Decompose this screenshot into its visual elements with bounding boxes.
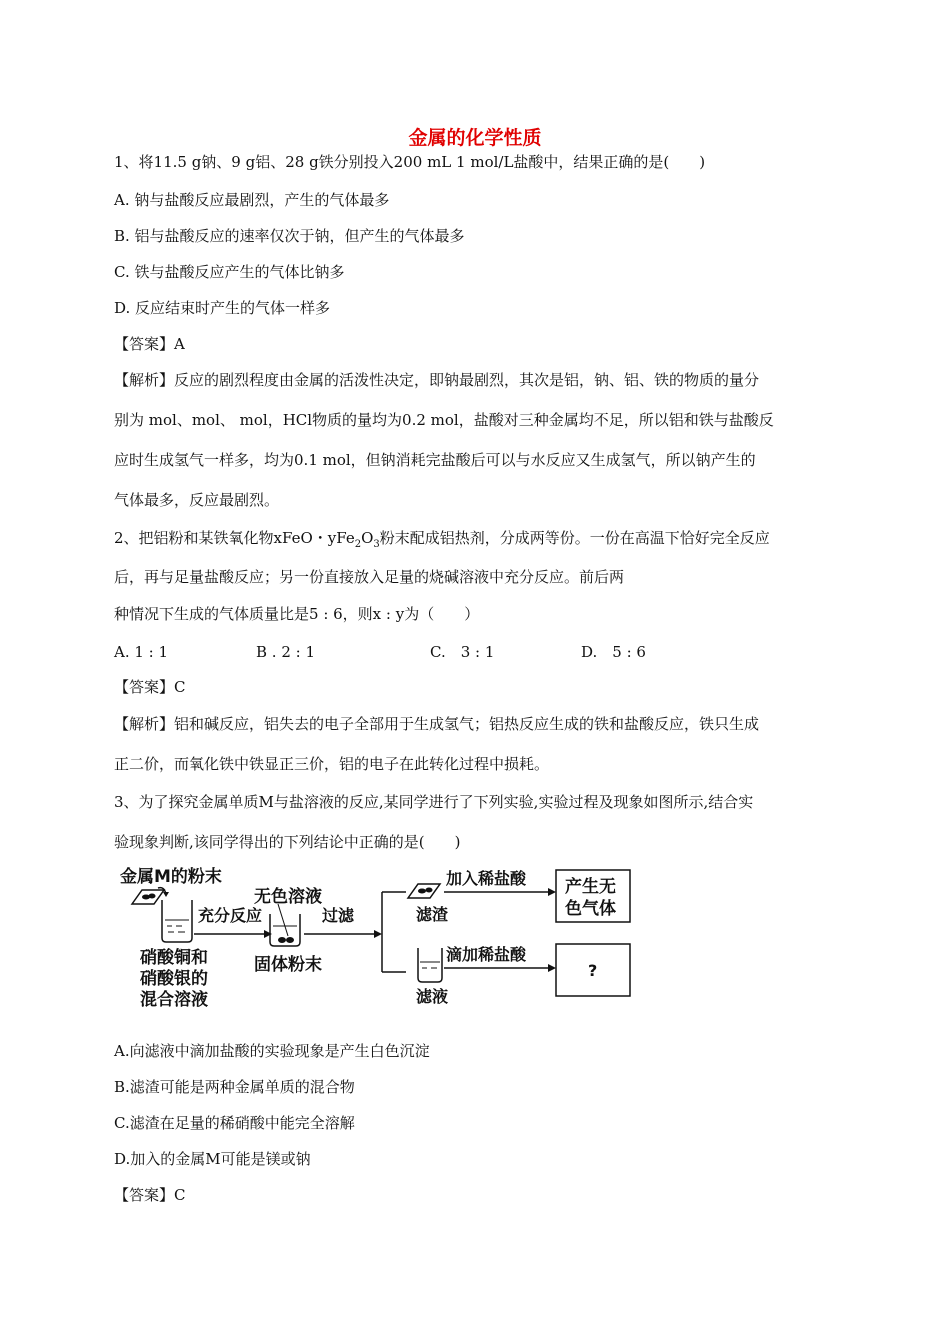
solution-label: 混合溶液 (140, 990, 208, 1010)
q1-option-c: C. 铁与盐酸反应产生的气体比钠多 (114, 263, 345, 281)
q1-option-a: A. 钠与盐酸反应最剧烈，产生的气体最多 (114, 191, 390, 209)
q1-stem: 1、将11.5 g钠、9 g铝、28 g铁分别投入200 mL 1 mol/L盐酸中，结果正确的是( ) (114, 153, 706, 171)
solution-label: 硝酸银的 (140, 969, 208, 989)
q2-stem-line1 (114, 528, 770, 555)
q2-option-b: B . 2 : 1 (256, 643, 316, 661)
powder-dish-icon (132, 888, 169, 904)
q2-stem-line2: 后，再与足量盐酸反应；另一份直接放入足量的烧碱溶液中充分反应。前后两 (114, 568, 625, 586)
q1-analysis-line: 【解析】反应的剧烈程度由金属的活泼性决定，即钠最剧烈，其次是铝，钠、铝、铁的物质的量分 (114, 371, 760, 389)
filtration-label: 过滤 (322, 906, 355, 925)
q2-analysis-line: 【解析】铝和碱反应，铝失去的电子全部用于生成氢气；铝热反应生成的铁和盐酸反应，铁只生成 (114, 715, 760, 733)
q1-analysis-line: 别为 mol、mol、 mol，HCl物质的量均为0.2 mol，盐酸对三种金属均不足，所以铝和铁与盐酸反 (114, 411, 774, 429)
q2-answer: 【答案】C (114, 678, 186, 696)
q2-stem-line3: 种情况下生成的气体质量比是5 : 6，则x : y为（ ） (114, 605, 480, 623)
formula-subscript: 2 (354, 539, 362, 550)
arrow-head (374, 930, 382, 938)
q2-option-c: C. 3 : 1 (430, 643, 495, 661)
q3-option-d: D.加入的金属M可能是镁或钠 (114, 1150, 311, 1168)
colorless-solution-label: 无色溶液 (254, 887, 322, 907)
q3-answer: 【答案】C (114, 1186, 186, 1204)
q2-stem-text: 粉末配成铝热剂，分成两等份。一份在高温下恰好完全反应 (379, 529, 770, 547)
q2-option-a: A. 1 : 1 (114, 643, 169, 661)
q1-option-d: D. 反应结束时产生的气体一样多 (114, 299, 331, 317)
q2-option-d: D. 5 : 6 (581, 643, 646, 661)
add-acid-label: 加入稀盐酸 (446, 869, 527, 888)
arrow-head (548, 888, 556, 896)
formula-subscript: 3 (373, 539, 380, 550)
beaker-icon (162, 900, 192, 942)
beaker-icon (270, 904, 300, 946)
step-react-label: 充分反应 (198, 906, 263, 925)
beaker-icon (418, 948, 442, 982)
metal-powder-label: 金属M的粉末 (120, 867, 222, 887)
q3-stem-line: 验现象判断,该同学得出的下列结论中正确的是( ) (114, 833, 461, 851)
drop-acid-label: 滴加稀盐酸 (446, 945, 527, 964)
q3-stem-line: 3、为了探究金属单质M与盐溶液的反应,某同学进行了下列实验,实验过程及现象如图所示,结合实 (114, 793, 754, 811)
q1-option-b: B. 铝与盐酸反应的速率仅次于钠，但产生的气体最多 (114, 227, 465, 245)
residue-label: 滤渣 (416, 905, 449, 924)
q2-stem-text: 2、把铝粉和某铁氧化物 (114, 529, 274, 547)
q1-answer: 【答案】A (114, 335, 185, 353)
page-title: 金属的化学性质 (408, 127, 542, 149)
residue-dish-icon (408, 884, 440, 898)
result-text: 产生无 (565, 877, 616, 897)
q1-analysis-line: 应时生成氢气一样多，均为0.1 mol，但钠消耗完盐酸后可以与水反应又生成氢气，所以钠产生的 (114, 451, 756, 469)
q1-analysis-line: 气体最多，反应最剧烈。 (114, 491, 280, 509)
q3-option-b: B.滤渣可能是两种金属单质的混合物 (114, 1078, 355, 1096)
arrow-head (264, 930, 272, 938)
result-text: 色气体 (565, 899, 616, 919)
experiment-diagram (118, 862, 638, 1022)
q3-option-c: C.滤渣在足量的稀硝酸中能完全溶解 (114, 1114, 355, 1132)
arrow-head (548, 964, 556, 972)
formula-part: xFeO・yFe (273, 529, 355, 547)
solution-label: 硝酸铜和 (140, 948, 208, 968)
q3-option-a: A.向滤液中滴加盐酸的实验现象是产生白色沉淀 (114, 1042, 430, 1060)
solid-powder-label: 固体粉末 (254, 955, 322, 975)
q2-analysis-line: 正二价，而氧化铁中铁显正三价，铝的电子在此转化过程中损耗。 (114, 755, 550, 773)
filtrate-label: 滤液 (416, 987, 449, 1006)
unknown-result: ? (588, 961, 598, 980)
q2-formula (273, 529, 380, 550)
formula-part: O (361, 529, 374, 547)
